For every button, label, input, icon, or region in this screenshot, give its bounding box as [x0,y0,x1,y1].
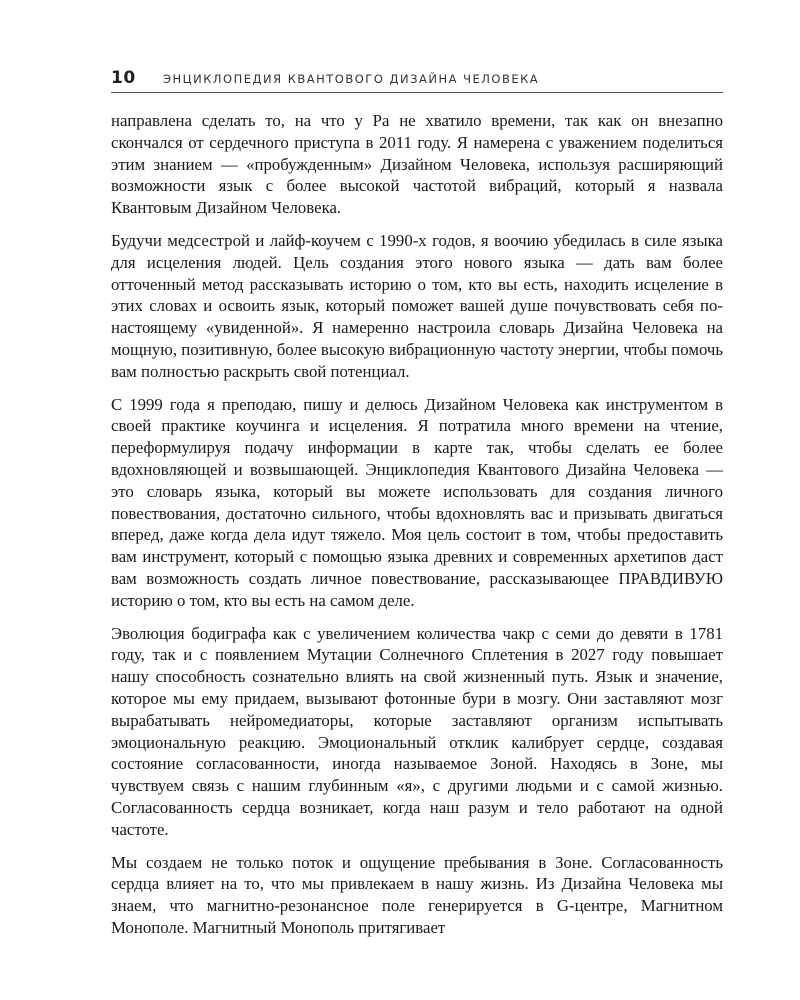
paragraph: Мы создаем не только поток и ощущение пребывания в Зоне. Согласованность сердца влияет на то, что мы привлекаем в нашу жизнь. Из Дизайна Человека мы знаем, что магнитно-резонансное поле генерируется в G-центре, Магнитном Монополе. Магнитный Монополь притягивает [111,852,723,937]
body-text [111,110,723,950]
paragraph: С 1999 года я преподаю, пишу и делюсь Дизайном Человека как инструментом в своей практике коучинга и исцеления. Я потратила много времени на чтение, переформулируя подачу информации в карте так, чтобы сделать ее более вдохновляющей и возвышающей. Энциклопедия Квантового Дизайна Человека — это словарь языка, который вы можете использовать для создания личного повествования, достаточно сильного, чтобы вдохновлять вас и призывать двигаться вперед, даже когда дела идут тяжело. Моя цель состоит в том, чтобы предоставить вам инструмент, который с помощью языка древних и современных архетипов даст вам возможность создать личное повествование, рассказывающее ПРАВДИВУЮ историю о том, кто вы есть на самом деле. [111,394,723,610]
paragraph: направлена сделать то, на что у Ра не хватило времени, так как он внезапно скончался от сердечного приступа в 2011 году. Я намерена с уважением поделиться этим знанием — «пробужденным» Дизайном Человека, используя расширяющий возможности язык с более высокой частотой вибраций, который я назвала Квантовым Дизайном Человека. [111,111,723,218]
running-head [111,66,723,93]
page-number: 10 [111,68,136,88]
book-title: ЭНЦИКЛОПЕДИЯ КВАНТОВОГО ДИЗАЙНА ЧЕЛОВЕКА [163,72,540,86]
paragraph: Эволюция бодиграфа как с увеличением количества чакр с семи до девяти в 1781 году, так и с появлением Мутации Солнечного Сплетения в 2027 году повышает нашу способность сознательно влиять на свой жизненный путь. Язык и значение, которое мы ему придаем, вызывают фотонные бури в мозгу. Они заставляют мозг вырабатывать нейромедиаторы, которые заставляют организм испытывать эмоциональную реакцию. Эмоциональный отклик калибрует сердце, создавая состояние согласованности, иногда называемое Зоной. Находясь в Зоне, мы чувствуем связь с нашим глубинным «я», с другими людьми и с самой жизнью. Согласованность сердца возникает, когда наш разум и тело работают на одной частоте. [111,623,723,839]
paragraph: Будучи медсестрой и лайф-коучем с 1990-х годов, я воочию убедилась в силе языка для исцеления людей. Цель создания этого нового языка — дать вам более отточенный метод рассказывать историю о том, кто вы есть, находить исцеление в этих словах и освоить язык, который поможет вашей душе почувствовать себя по-настоящему «увиденной». Я намеренно настроила словарь Дизайна Человека на мощную, позитивную, более высокую вибрационную частоту энергии, чтобы помочь вам полностью раскрыть свой потенциал. [111,230,723,381]
